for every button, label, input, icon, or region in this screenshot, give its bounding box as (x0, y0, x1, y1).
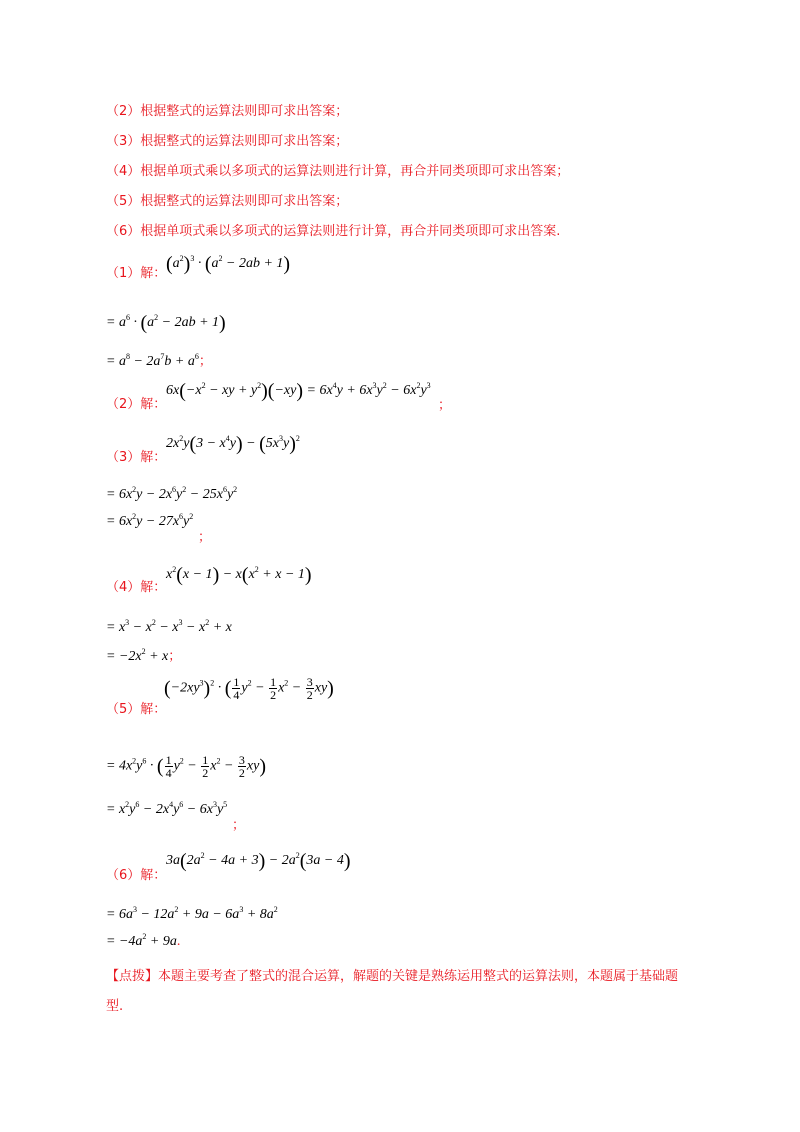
solution-5-result: = $x^2y^6 - 2x^4y^6 - 6x^3y^5$ (106, 800, 228, 817)
solution-4-expression: $x^2(x - 1) - x(x^2 + x - 1)$ (166, 564, 312, 586)
solution-4-label: （4）解： (106, 580, 167, 595)
solution-2-label: （2）解： (106, 397, 167, 412)
solution-4-result: = $-2x^2 + x$； (106, 647, 182, 664)
dianbo-tag: 【点拨】 (106, 969, 159, 984)
hint-3: （3）根据整式的运算法则即可求出答案； (106, 134, 349, 149)
solution-6-step-1: = $6a^3 - 12a^2 + 9a - 6a^3 + 8a^2$ (106, 905, 278, 922)
solution-1-label: （1）解： (106, 266, 167, 281)
solution-3-result: = $6x^2y - 27x^6y^2$ (106, 512, 194, 529)
semicolon: ； (232, 818, 246, 833)
solution-1-expression: $(a^2)^3 \cdot (a^2 - 2ab + 1)$ (166, 253, 291, 275)
solution-5-step-1: = $4x^2y^6$ · ( $\frac{1}{4}$ $y^2$ − $\frac{1}{2}$ $x^2$ − $\frac{3}{2}$ xy) (106, 753, 267, 780)
solution-1-step-1: = $a^6 \cdot (a^2 - 2ab + 1)$ (106, 312, 226, 334)
dianbo-text: 本题主要考查了整式的混合运算，解题的关键是熟练运用整式的运算法则，本题属于基础题 (158, 969, 679, 984)
semicolon: ； (168, 649, 182, 664)
solution-6-label: （6）解： (106, 868, 167, 883)
dianbo-line-2: 型. (106, 999, 124, 1014)
hint-5: （5）根据整式的运算法则即可求出答案； (106, 194, 349, 209)
solution-3-expression: $2x^2y(3 - x^4y) - (5x^3y)^2$ (166, 433, 300, 455)
hint-2: （2）根据整式的运算法则即可求出答案； (106, 104, 349, 119)
semicolon: ； (198, 354, 212, 369)
solution-4-step-1: = $x^3 - x^2 - x^3 - x^2 + x$ (106, 618, 232, 635)
solution-5-expression: $(-2xy^3)^2$ · ( $\frac{1}{4}$ $y^2$ − $\frac{1}{2}$ $x^2$ − $\frac{3}{2}$ xy) (164, 675, 334, 702)
hint-6: （6）根据单项式乘以多项式的运算法则进行计算，再合并同类项即可求出答案. (106, 224, 561, 239)
solution-5-label: （5）解： (106, 702, 167, 717)
solution-3-label: （3）解： (106, 450, 167, 465)
semicolon: ； (438, 398, 452, 413)
hint-4: （4）根据单项式乘以多项式的运算法则进行计算，再合并同类项即可求出答案； (106, 164, 570, 179)
period: . (176, 934, 181, 949)
solution-3-step-1: = $6x^2y - 2x^6y^2 - 25x^6y^2$ (106, 485, 238, 502)
dianbo-line-1 (106, 965, 678, 984)
solution-1-result: = $a^8 - 2a^7b + a^6$； (106, 352, 212, 369)
solution-6-result: = $-4a^2 + 9a$. (106, 932, 181, 949)
semicolon: ； (198, 530, 212, 545)
solution-2-expression: $6x(-x^2$ − xy + $y^2)(-xy) = 6x^4y + 6x^3y^2 - 6x^2y^3$ (166, 380, 431, 402)
solution-6-expression: $3a(2a^2 - 4a + 3) - 2a^2(3a - 4)$ (166, 850, 351, 872)
